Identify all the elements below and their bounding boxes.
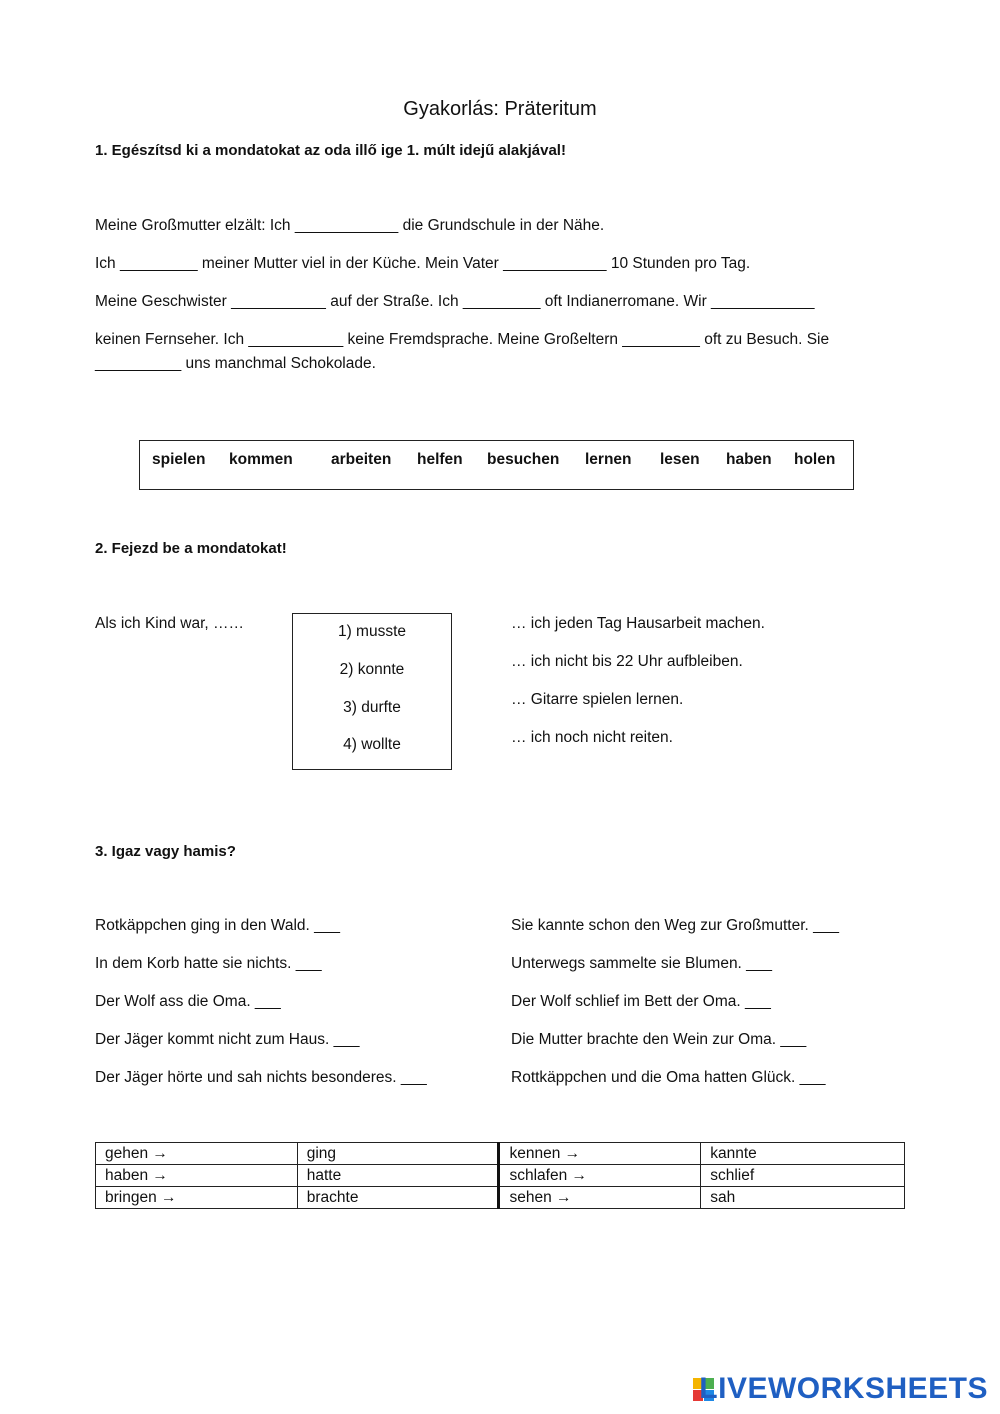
table-cell: haben → xyxy=(96,1165,298,1187)
true-false-statement: Der Wolf schlief im Bett der Oma. ___ xyxy=(511,993,771,1010)
exercise-1-heading: 1. Egészítsd ki a mondatokat az oda illő ige 1. múlt idejű alakjával! xyxy=(95,142,566,159)
modal-option: 3) durfte xyxy=(343,699,401,716)
table-cell: gehen → xyxy=(96,1143,298,1165)
table-cell: ging xyxy=(297,1143,499,1165)
exercise-2-heading: 2. Fejezd be a mondatokat! xyxy=(95,540,287,557)
verb-word: lernen xyxy=(585,451,632,468)
true-false-statement: Rottkäppchen und die Oma hatten Glück. ___ xyxy=(511,1069,826,1086)
liveworksheets-brand[interactable]: LIVEWORKSHEETS xyxy=(699,1372,988,1405)
modal-option: 2) konnte xyxy=(339,661,405,678)
true-false-statement: Rotkäppchen ging in den Wald. ___ xyxy=(95,917,341,934)
verb-word: haben xyxy=(726,451,772,468)
table-cell: sehen → xyxy=(499,1187,701,1209)
table-row xyxy=(96,1165,905,1187)
modal-option: 4) wollte xyxy=(343,736,401,753)
table-cell: kannte xyxy=(701,1143,905,1165)
sentence-ending: … ich nicht bis 22 Uhr aufbleiben. xyxy=(511,653,743,670)
exercise-3-heading: 3. Igaz vagy hamis? xyxy=(95,843,236,860)
table-cell: bringen → xyxy=(96,1187,298,1209)
verb-word: helfen xyxy=(417,451,463,468)
table-cell: schlief xyxy=(701,1165,905,1187)
sentence-ending: … Gitarre spielen lernen. xyxy=(511,691,684,708)
true-false-statement: Der Jäger kommt nicht zum Haus. ___ xyxy=(95,1031,360,1048)
true-false-statement: Sie kannte schon den Weg zur Großmutter. ___ xyxy=(511,917,839,934)
verb-word-box xyxy=(139,440,854,490)
sentence-ending: … ich noch nicht reiten. xyxy=(511,729,673,746)
true-false-statement: In dem Korb hatte sie nichts. ___ xyxy=(95,955,322,972)
table-cell: hatte xyxy=(297,1165,499,1187)
verb-word: spielen xyxy=(152,451,206,468)
sentence-ending: … ich jeden Tag Hausarbeit machen. xyxy=(511,615,765,632)
verb-word: besuchen xyxy=(487,451,560,468)
table-row xyxy=(96,1143,905,1165)
table-row xyxy=(96,1187,905,1209)
verb-word: lesen xyxy=(660,451,700,468)
table-cell: schlafen → xyxy=(499,1165,701,1187)
true-false-statement: Die Mutter brachte den Wein zur Oma. ___ xyxy=(511,1031,807,1048)
verb-word: kommen xyxy=(229,451,293,468)
table-cell: brachte xyxy=(297,1187,499,1209)
verb-forms-table xyxy=(95,1142,905,1209)
true-false-statement: Unterwegs sammelte sie Blumen. ___ xyxy=(511,955,773,972)
true-false-statement: Der Jäger hörte und sah nichts besonderes. ___ xyxy=(95,1069,427,1086)
exercise-1-line: Meine Großmutter elzält: Ich ____________ die Grundschule in der Nähe. xyxy=(95,217,605,234)
exercise-1-line: keinen Fernseher. Ich ___________ keine Fremdsprache. Meine Großeltern _________ oft zu Besuch. Sie xyxy=(95,331,830,348)
sentence-start: Als ich Kind war, …… xyxy=(95,615,245,632)
table-cell: kennen → xyxy=(499,1143,701,1165)
page-title: Gyakorlás: Präteritum xyxy=(403,98,597,120)
true-false-statement: Der Wolf ass die Oma. ___ xyxy=(95,993,281,1010)
modal-option: 1) musste xyxy=(337,623,407,640)
verb-word: holen xyxy=(794,451,836,468)
table-cell: sah xyxy=(701,1187,905,1209)
exercise-1-line: __________ uns manchmal Schokolade. xyxy=(95,355,376,372)
exercise-1-line: Meine Geschwister ___________ auf der Straße. Ich _________ oft Indianerromane. Wir ____________ xyxy=(95,293,815,310)
modal-verb-box xyxy=(292,613,452,770)
verb-word: arbeiten xyxy=(331,451,392,468)
exercise-1-line: Ich _________ meiner Mutter viel in der Küche. Mein Vater ____________ 10 Stunden pro Tag. xyxy=(95,255,751,272)
